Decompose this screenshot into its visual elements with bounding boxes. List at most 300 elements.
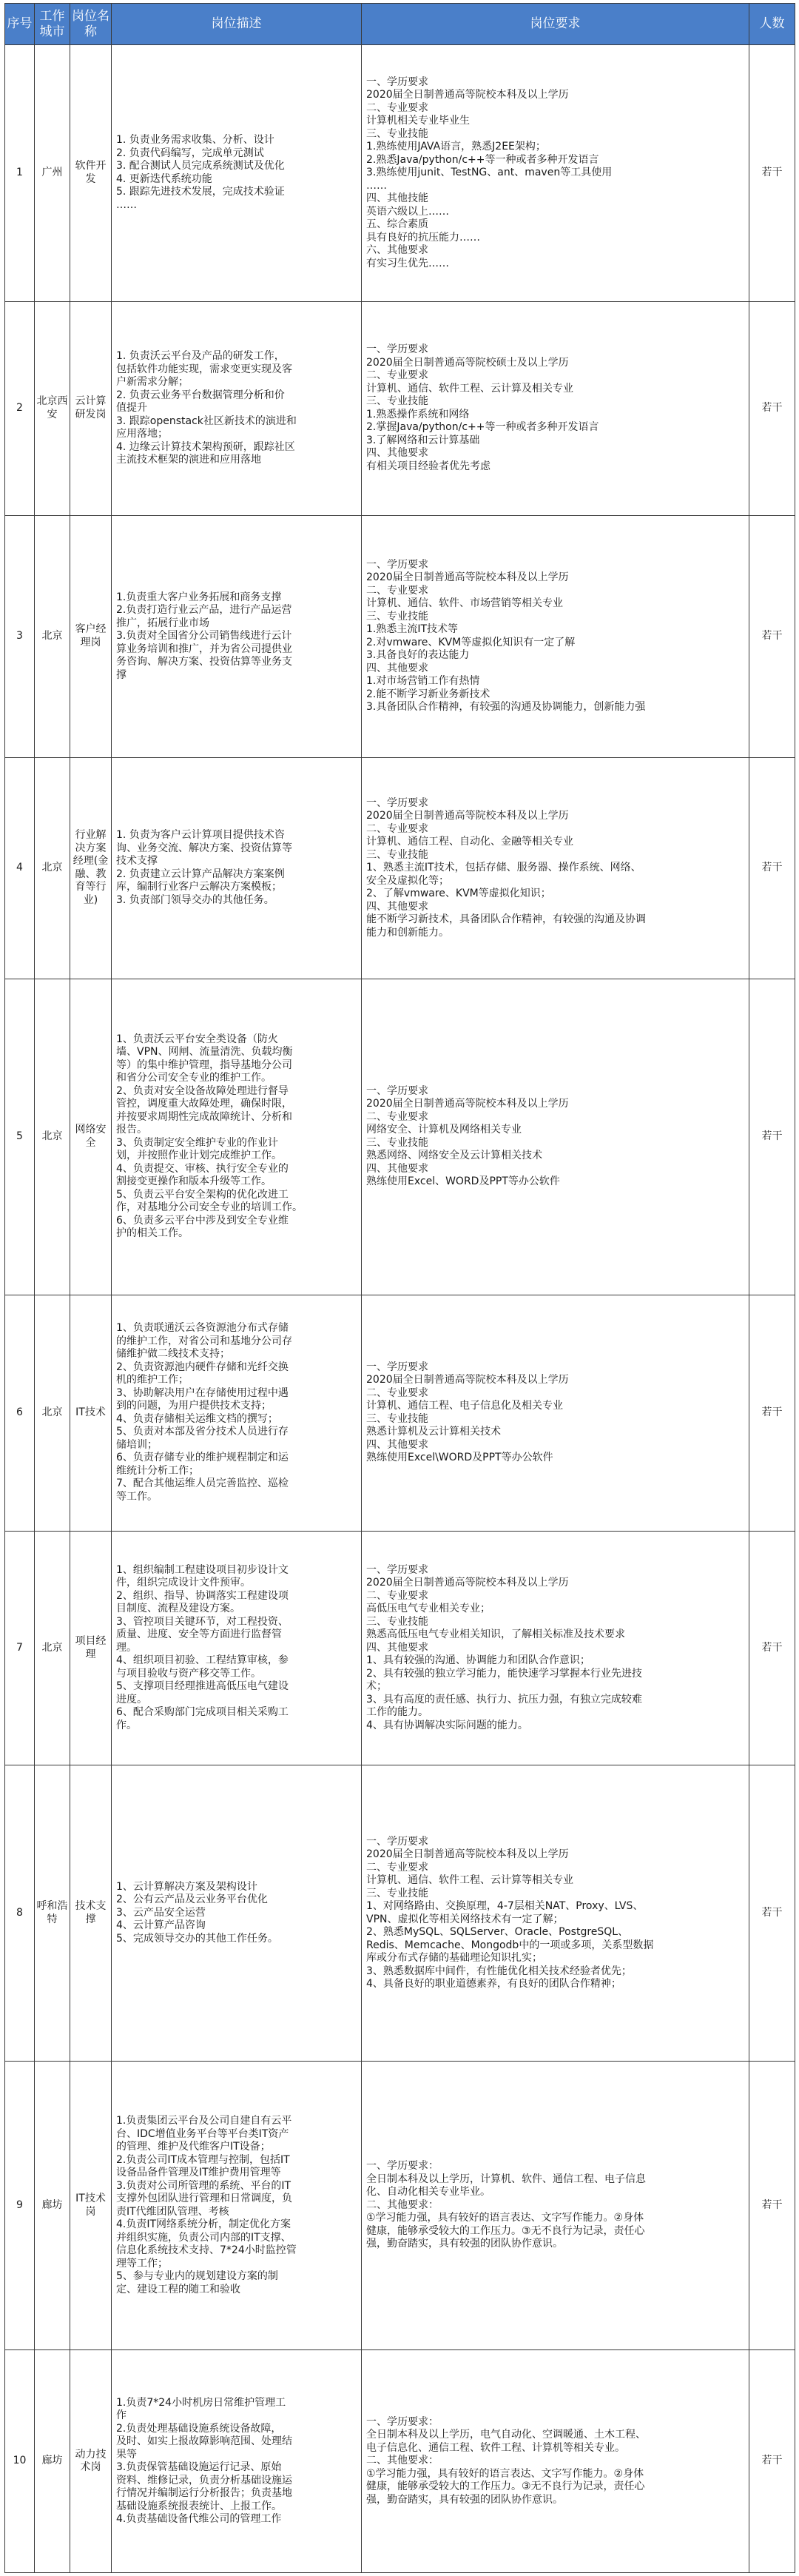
req-line: 六、其他要求	[366, 244, 428, 257]
row-title	[70, 2350, 112, 2573]
req-line: 2.掌握Java/python/c++等一种或者多种开发语言	[366, 421, 599, 434]
row-city-text: 广州	[41, 167, 63, 179]
req-line: ①学习能力强，具有较好的语言表达、文字写作能力。②身体	[366, 2467, 644, 2480]
req-line: 三、专业技能	[366, 395, 428, 408]
req-line: 熟练使用Excel、WORD及PPT等办公软件	[366, 1175, 560, 1188]
desc-line: 与项目验收与资产移交等工作。	[116, 1667, 261, 1680]
row-city-text: 廊坊	[41, 2455, 63, 2467]
row-city	[35, 515, 70, 757]
desc-line: 的维护工作，对省公司和基地分公司存	[116, 1335, 292, 1347]
req-line: ……	[366, 179, 387, 192]
req-line: 2020届全日制普通高等院校本科及以上学历	[366, 89, 569, 101]
desc-line: 1. 负责为客户云计算项目提供技术咨	[116, 829, 285, 842]
desc-line: 等）的集中维护管理，指导基地分公司	[116, 1059, 292, 1071]
row-city	[35, 1295, 70, 1531]
desc-line: 主流技术框架的演进和应用落地	[116, 454, 261, 466]
req-line: 全日制本科及以上学历，计算机、软件、通信工程、电子信息	[366, 2173, 646, 2185]
desc-line: 3. 配合测试人员完成系统测试及优化	[116, 160, 285, 172]
desc-line: 算业务培训和推广，并为省公司提供业	[116, 643, 292, 655]
row-req	[362, 2350, 749, 2573]
row-title-text: 软件开发	[75, 160, 107, 185]
row-seq: 4	[5, 758, 35, 979]
req-line: 2020届全日制普通高等院校本科及以上学历	[366, 1374, 569, 1386]
desc-line: ……	[116, 198, 137, 211]
desc-line: 库，编制行业客户云解决方案模板；	[116, 881, 282, 893]
job-table	[4, 3, 795, 2573]
header-row	[5, 4, 795, 45]
desc-line: 5、负责对本部及省分技术人员进行存	[116, 1426, 289, 1438]
row-title	[70, 979, 112, 1295]
desc-line: 2. 负责建立云计算产品解决方案案例	[116, 868, 285, 880]
desc-line: 储维护做二线技术支持；	[116, 1348, 230, 1361]
desc-line: 理等工作；	[116, 2257, 168, 2270]
desc-line: 1.负责集团云平台及公司自建自有云平	[116, 2115, 292, 2127]
table-row	[5, 2061, 795, 2349]
req-line: 3.具备良好的表达能力	[366, 649, 470, 662]
desc-line: 3. 负责部门领导交办的其他任务。	[116, 893, 274, 906]
req-line: 化、自动化相关专业毕业。	[366, 2186, 490, 2198]
row-req	[362, 1765, 749, 2061]
desc-line: 6、配合采购部门完成项目相关采购工	[116, 1706, 289, 1719]
row-title-text: IT技术岗	[75, 2193, 106, 2218]
desc-line: 3、管控项目关键环节，对工程投资、	[116, 1615, 289, 1628]
header-desc: 岗位描述	[112, 4, 362, 45]
req-line: 2020届全日制普通高等院校本科及以上学历	[366, 571, 569, 584]
req-line: 强，勤奋踏实，具有较强的团队协作意识。	[366, 2493, 563, 2506]
row-desc	[112, 1765, 362, 2061]
req-line: 三、专业技能	[366, 1412, 428, 1425]
row-count: 若干	[749, 1765, 795, 2061]
desc-line: 3.负责对全国省分公司销售线进行云计	[116, 630, 292, 643]
row-city-text: 呼和浩特	[36, 1900, 68, 1925]
req-line: 二、专业要求	[366, 369, 428, 382]
desc-line: 割接变更操作和版本升级等工作。	[116, 1175, 272, 1188]
header-req: 岗位要求	[362, 4, 749, 45]
row-count: 若干	[749, 979, 795, 1295]
row-city	[35, 2350, 70, 2573]
desc-line: 理。	[116, 1641, 137, 1654]
row-title	[70, 758, 112, 979]
req-line: 1.对市场营销工作有热情	[366, 675, 480, 688]
req-line: 2、了解vmware、KVM等虚拟化知识；	[366, 888, 551, 900]
req-line: 工作的能力。	[366, 1706, 428, 1719]
row-city	[35, 979, 70, 1295]
desc-line: 台、IDC增值业务平台等平台类IT资产	[116, 2127, 289, 2140]
desc-line: 并组织实施，负责公司内部的IT支撑、	[116, 2231, 291, 2244]
row-city-text: 北京	[41, 1641, 63, 1654]
row-req	[362, 758, 749, 979]
table-body	[5, 45, 795, 2573]
row-seq: 10	[5, 2350, 35, 2573]
desc-line: 撑	[116, 668, 127, 681]
req-line: 3.了解网络和云计算基础	[366, 434, 480, 446]
row-city	[35, 1531, 70, 1765]
desc-line: 和省分公司安全专业的维护工作。	[116, 1072, 272, 1084]
req-line: 2.对vmware、KVM等虚拟化知识有一定了解	[366, 636, 576, 648]
desc-line: 4、云计算产品咨询	[116, 1919, 206, 1932]
row-count: 若干	[749, 1531, 795, 1765]
desc-line: 责IT代维团队管理、考核	[116, 2205, 229, 2218]
desc-line: 管控，调度重大故障处理，确保时限，	[116, 1098, 292, 1110]
desc-line: 3、协助解决用户在存储使用过程中遇	[116, 1386, 289, 1399]
desc-line: 作	[116, 2409, 127, 2422]
desc-line: 1、负责联通沃云各资源池分布式存储	[116, 1322, 289, 1335]
desc-line: 2.负责打造行业云产品，进行产品运营	[116, 604, 292, 617]
row-desc	[112, 301, 362, 515]
req-line: 计算机、通信工程、电子信息化及相关专业	[366, 1400, 563, 1412]
row-city	[35, 758, 70, 979]
row-seq: 5	[5, 979, 35, 1295]
req-line: 1.熟悉操作系统和网络	[366, 408, 470, 420]
desc-line: 维统计分析工作；	[116, 1464, 199, 1477]
req-line: 全日制本科及以上学历，电气自动化、空调暖通、土木工程、	[366, 2429, 646, 2441]
desc-line: 作。	[116, 1719, 137, 1731]
req-line: 四、其他要求	[366, 447, 428, 460]
row-req	[362, 2061, 749, 2349]
desc-line: 资料、维修记录，负责分析基础设施运	[116, 2474, 292, 2486]
req-line: 一、学历要求	[366, 1563, 428, 1576]
desc-line: 行情况并编制运行分析报告；负责基地	[116, 2487, 292, 2500]
desc-line: 户新需求分解；	[116, 376, 189, 389]
table-row	[5, 301, 795, 515]
desc-line: 件，组织完成设计文件预审。	[116, 1577, 251, 1589]
desc-line: 5、支撑项目经理推进高低压电气建设	[116, 1680, 289, 1693]
row-count: 若干	[749, 515, 795, 757]
desc-line: 机的维护工作；	[116, 1374, 189, 1386]
req-line: 计算机相关专业毕业生	[366, 115, 470, 127]
row-count: 若干	[749, 301, 795, 515]
row-req	[362, 301, 749, 515]
req-line: 1.熟练使用JAVA语言，熟悉J2EE架构；	[366, 141, 546, 153]
row-title	[70, 1531, 112, 1765]
req-line: 计算机、通信、软件、市场营销等相关专业	[366, 597, 563, 610]
row-title-text: 云计算研发岗	[75, 395, 107, 420]
table-row	[5, 45, 795, 302]
desc-line: 3、负责制定安全维护专业的作业计	[116, 1136, 278, 1149]
req-line: VPN、虚拟化等相关网络技术有一定了解；	[366, 1913, 564, 1925]
desc-line: 值提升	[116, 402, 147, 415]
row-seq: 1	[5, 45, 35, 302]
req-line: 二、专业要求	[366, 101, 428, 114]
req-line: 三、专业技能	[366, 127, 428, 140]
row-title-text: 客户经理岗	[75, 623, 107, 648]
row-count: 若干	[749, 1295, 795, 1531]
row-city-text: 北京	[41, 630, 63, 643]
table-row	[5, 515, 795, 757]
row-desc	[112, 1531, 362, 1765]
row-title	[70, 515, 112, 757]
row-seq: 2	[5, 301, 35, 515]
row-desc	[112, 2061, 362, 2349]
req-line: 四、其他要求	[366, 1438, 428, 1451]
req-line: 2.熟悉Java/python/c++等一种或者多种开发语言	[366, 153, 599, 166]
req-line: 二、专业要求	[366, 584, 428, 597]
req-line: 四、其他要求	[366, 662, 428, 674]
row-title-text: IT技术	[75, 1406, 106, 1418]
desc-line: 5、负责云平台安全架构的优化改进工	[116, 1188, 289, 1201]
req-line: 四、其他要求	[366, 1162, 428, 1175]
req-line: 3、具有高度的责任感、执行力、抗压力强，有独立完成较难	[366, 1693, 642, 1705]
req-line: 一、学历要求：	[366, 2415, 439, 2428]
desc-line: 设备品备件管理及IT维护费用管理等	[116, 2167, 281, 2179]
row-count: 若干	[749, 2061, 795, 2349]
desc-line: 应用落地；	[116, 428, 168, 440]
row-seq: 8	[5, 1765, 35, 2061]
row-title-text: 技术支撑	[75, 1900, 107, 1925]
req-line: 一、学历要求	[366, 796, 428, 809]
row-title	[70, 301, 112, 515]
req-line: 3、熟悉数据库中间件，有性能优化相关技术经验者优先；	[366, 1965, 632, 1977]
row-req	[362, 45, 749, 302]
req-line: 熟悉计算机及云计算相关技术	[366, 1426, 501, 1438]
req-line: 健康，能够承受较大的工作压力。③无不良行为记录，责任心	[366, 2481, 645, 2493]
desc-line: 5、参与专业内的规划建设方案的制	[116, 2270, 278, 2283]
row-city-text: 北京	[41, 1406, 63, 1418]
header-city: 工作城市	[35, 4, 70, 45]
row-desc	[112, 515, 362, 757]
row-city-text: 廊坊	[41, 2198, 63, 2211]
req-line: 三、专业技能	[366, 848, 428, 861]
row-title	[70, 1295, 112, 1531]
req-line: 三、专业技能	[366, 1615, 428, 1628]
table-row	[5, 758, 795, 979]
req-line: 2.能不断学习新业务新技术	[366, 688, 490, 700]
row-title-text: 项目经理	[75, 1635, 107, 1660]
req-line: 健康，能够承受较大的工作压力。③无不良行为记录，责任心	[366, 2224, 645, 2237]
desc-line: 6、负责存储专业的维护规程制定和运	[116, 1452, 289, 1464]
req-line: 二、其他要求：	[366, 2455, 439, 2467]
req-line: 计算机、通信、软件工程、云计算等相关专业	[366, 1874, 573, 1887]
req-line: 一、学历要求	[366, 1835, 428, 1848]
req-line: 四、其他技能	[366, 192, 428, 205]
req-line: 一、学历要求	[366, 1361, 428, 1373]
req-line: 一、学历要求	[366, 343, 428, 356]
req-line: 1、熟悉主流IT技术，包括存储、服务器、操作系统、网络、	[366, 862, 641, 874]
desc-line: 2、组织、指导、协调落实工程建设项	[116, 1589, 289, 1602]
req-line: 1、对网络路由、交换原理，4-7层相关NAT、Proxy、LVS、	[366, 1900, 644, 1913]
req-line: 四、其他要求	[366, 900, 428, 913]
row-title	[70, 1765, 112, 2061]
desc-line: 等工作。	[116, 1490, 158, 1503]
desc-line: 目制度、流程及建设方案。	[116, 1603, 240, 1615]
desc-line: 5、完成领导交办的其他工作任务。	[116, 1932, 278, 1945]
desc-line: 3. 跟踪openstack社区新技术的演进和	[116, 415, 297, 427]
table-row	[5, 979, 795, 1295]
row-req	[362, 515, 749, 757]
row-title-text: 动力技术岗	[75, 2448, 107, 2474]
row-seq: 7	[5, 1531, 35, 1765]
req-line: 强，勤奋踏实，具有较强的团队协作意识。	[366, 2238, 563, 2250]
desc-line: 3.负责保管基础设施运行记录、原始	[116, 2461, 282, 2474]
req-line: 三、专业技能	[366, 1136, 428, 1149]
req-line: 1.熟悉主流IT技术等	[366, 623, 459, 636]
desc-line: 2.负责公司IT成本管理与控制，包括IT	[116, 2153, 290, 2166]
desc-line: 1.负责7*24小时机房日常维护管理工	[116, 2396, 286, 2409]
desc-line: 1.负责重大客户业务拓展和商务支撑	[116, 591, 282, 603]
req-line: 计算机、通信工程、自动化、金融等相关专业	[366, 836, 573, 848]
req-line: 能力和创新能力。	[366, 926, 449, 939]
req-line: 有相关项目经验者优先考虑	[366, 460, 490, 472]
req-line: 2、熟悉MySQL、SQLServer、Oracle、PostgreSQL、	[366, 1926, 629, 1939]
desc-line: 划，并按照作业计划完成维护工作。	[116, 1150, 282, 1162]
desc-line: 1、云计算解决方案及架构设计	[116, 1880, 257, 1893]
desc-line: 3.负责对公司所管理的系统、平台的IT	[116, 2179, 291, 2192]
desc-line: 4. 边缘云计算技术架构预研，跟踪社区	[116, 440, 295, 453]
row-city	[35, 45, 70, 302]
desc-line: 务咨询、解决方案、投资估算等业务支	[116, 656, 292, 668]
desc-line: 2、负责资源池内硬件存储和光纤交换	[116, 1361, 289, 1373]
req-line: 电子信息化、通信工程、软件工程、计算机等相关专业。	[366, 2441, 625, 2454]
desc-line: 技术支撑	[116, 855, 158, 868]
table-row	[5, 2350, 795, 2573]
row-count: 若干	[749, 2350, 795, 2573]
req-line: 有实习生优先……	[366, 257, 449, 269]
desc-line: 果等	[116, 2448, 137, 2461]
row-req	[362, 979, 749, 1295]
req-line: 具有良好的抗压能力……	[366, 231, 480, 244]
row-count: 若干	[749, 45, 795, 302]
desc-line: 1. 负责业务需求收集、分析、设计	[116, 134, 274, 147]
desc-line: 进度。	[116, 1693, 147, 1705]
header-seq: 序号	[5, 4, 35, 45]
desc-line: 4、组织项目初验、工程结算审核，参	[116, 1654, 289, 1667]
table-row	[5, 1765, 795, 2061]
header-count: 人数	[749, 4, 795, 45]
req-line: 一、学历要求	[366, 558, 428, 571]
req-line: 3.具备团队合作精神，有较强的沟通及协调能力，创新能力强	[366, 701, 646, 714]
desc-line: 推广，拓展行业市场	[116, 617, 209, 629]
req-line: 4、具备良好的职业道德素养，有良好的团队合作精神；	[366, 1978, 621, 1990]
req-line: 三、专业技能	[366, 610, 428, 623]
desc-line: 询、业务交流、解决方案、投资估算等	[116, 842, 292, 854]
req-line: 二、专业要求	[366, 1110, 428, 1123]
desc-line: 2、公有云产品及云业务平台优化	[116, 1894, 268, 1906]
desc-line: 4.负责IT网络系统分析，制定优化方案	[116, 2218, 291, 2231]
row-city-text: 北京	[41, 862, 63, 874]
row-desc	[112, 45, 362, 302]
desc-line: 信息化系统技术支持、7*24小时监控管	[116, 2244, 297, 2257]
req-line: 4、具有协调解决实际问题的能力。	[366, 1719, 528, 1731]
desc-line: 4.负责基础设备代维公司的管理工作	[116, 2513, 282, 2526]
desc-line: 4. 更新迭代系统功能	[116, 172, 212, 185]
desc-line: 及时、如实上报故障影响范围、处理结	[116, 2435, 292, 2448]
desc-line: 4、负责提交、审核、执行安全专业的	[116, 1162, 289, 1175]
desc-line: 5. 跟踪先进技术发展，完成技术验证	[116, 186, 285, 198]
row-req	[362, 1531, 749, 1765]
desc-line: 并按要求周期性完成故障统计、分析和	[116, 1110, 292, 1123]
req-line: 熟悉高低压电气专业相关知识，了解相关标准及技术要求	[366, 1629, 625, 1641]
row-title	[70, 2061, 112, 2349]
req-line: Redis、Memcache、Mongodb中的一项或多项，关系型数据	[366, 1939, 654, 1951]
table-row	[5, 1531, 795, 1765]
req-line: 3.熟练使用junit、TestNG、ant、maven等工具使用	[366, 167, 613, 179]
desc-line: 1、组织编制工程建设项目初步设计文	[116, 1563, 289, 1576]
req-line: 熟悉网络、网络安全及云计算相关技术	[366, 1150, 542, 1162]
desc-line: 2.负责处理基础设施系统设备故障，	[116, 2422, 282, 2435]
desc-line: 报告。	[116, 1124, 147, 1136]
req-line: 计算机、通信、软件工程、云计算及相关专业	[366, 382, 573, 395]
desc-line: 4、负责存储相关运维文档的撰写；	[116, 1412, 278, 1425]
row-city-text: 北京西安	[36, 395, 68, 420]
desc-line: 支撑外包团队进行管理和日常调度，负	[116, 2193, 292, 2205]
req-line: 一、学历要求	[366, 1084, 428, 1097]
desc-line: 储培训；	[116, 1438, 158, 1451]
req-line: ①学习能力强，具有较好的语言表达、文字写作能力。②身体	[366, 2212, 644, 2224]
req-line: 一、学历要求：	[366, 2160, 439, 2173]
desc-line: 7、配合其他运维人员完善监控、巡检	[116, 1477, 289, 1490]
desc-line: 作，对基地分公司安全专业的培训工作。	[116, 1201, 303, 1214]
desc-line: 包括软件功能实现，需求变更实现及客	[116, 363, 292, 375]
row-count: 若干	[749, 758, 795, 979]
desc-line: 2、负责对安全设备故障处理进行督导	[116, 1084, 289, 1097]
req-line: 2、具有较强的独立学习能力，能快速学习掌握本行业先进技	[366, 1667, 642, 1680]
row-desc	[112, 2350, 362, 2573]
req-line: 能不断学习新技术，具备团队合作精神，有较强的沟通及协调	[366, 913, 646, 926]
req-line: 2020届全日制普通高等院校本科及以上学历	[366, 1848, 569, 1861]
req-line: 一、学历要求	[366, 76, 428, 88]
req-line: 2020届全日制普通高等院校硕士及以上学历	[366, 356, 569, 369]
req-line: 二、专业要求	[366, 1386, 428, 1399]
row-req	[362, 1295, 749, 1531]
header-title: 岗位名称	[70, 4, 112, 45]
row-city	[35, 301, 70, 515]
req-line: 安全及虚拟化等；	[366, 874, 449, 887]
req-line: 二、专业要求	[366, 822, 428, 835]
desc-line: 1. 负责沃云平台及产品的研发工作，	[116, 350, 285, 363]
row-title-text: 行业解决方案经理(金融、教育等行业)	[73, 829, 109, 906]
req-line: 库或分布式存储的基础理论知识扎实；	[366, 1952, 542, 1965]
table-row	[5, 1295, 795, 1531]
desc-line: 2. 负责云业务平台数据管理分析和价	[116, 389, 285, 401]
row-desc	[112, 1295, 362, 1531]
desc-line: 3、云产品安全运营	[116, 1906, 206, 1919]
desc-line: 墙、VPN、网闸、流量清洗、负载均衡	[116, 1046, 293, 1059]
row-seq: 6	[5, 1295, 35, 1531]
req-line: 二、专业要求	[366, 1861, 428, 1874]
row-title	[70, 45, 112, 302]
row-desc	[112, 979, 362, 1295]
req-line: 1、具有较强的沟通、协调能力和团队合作意识；	[366, 1654, 590, 1667]
row-city	[35, 1765, 70, 2061]
req-line: 英语六级以上……	[366, 205, 449, 218]
req-line: 四、其他要求	[366, 1641, 428, 1654]
row-seq: 9	[5, 2061, 35, 2349]
desc-line: 基础设施系统报表统计、上报工作。	[116, 2500, 282, 2512]
req-line: 网络安全、计算机及网络相关专业	[366, 1124, 522, 1136]
row-desc	[112, 758, 362, 979]
desc-line: 6、负责多云平台中涉及到安全专业维	[116, 1214, 289, 1227]
req-line: 二、专业要求	[366, 1589, 428, 1602]
desc-line: 定、建设工程的随工和验收	[116, 2283, 240, 2295]
req-line: 2020届全日制普通高等院校本科及以上学历	[366, 810, 569, 822]
req-line: 2020届全日制普通高等院校本科及以上学历	[366, 1577, 569, 1589]
req-line: 熟练使用Excel\WORD及PPT等办公软件	[366, 1452, 553, 1464]
req-line: 高低压电气专业相关专业；	[366, 1603, 490, 1615]
desc-line: 1、负责沃云平台安全类设备（防火	[116, 1033, 278, 1045]
row-city-text: 北京	[41, 1130, 63, 1142]
row-seq: 3	[5, 515, 35, 757]
desc-line: 质量、进度、安全等方面进行监督管	[116, 1629, 282, 1641]
desc-line: 护的相关工作。	[116, 1227, 189, 1240]
req-line: 2020届全日制普通高等院校本科及以上学历	[366, 1098, 569, 1110]
row-title-text: 网络安全	[75, 1124, 107, 1149]
desc-line: 到的问题，为用户提供技术支持；	[116, 1400, 272, 1412]
req-line: 二、其他要求：	[366, 2198, 439, 2211]
req-line: 术；	[366, 1680, 387, 1693]
req-line: 三、专业技能	[366, 1887, 428, 1899]
req-line: 五、综合素质	[366, 218, 428, 231]
row-city	[35, 2061, 70, 2349]
